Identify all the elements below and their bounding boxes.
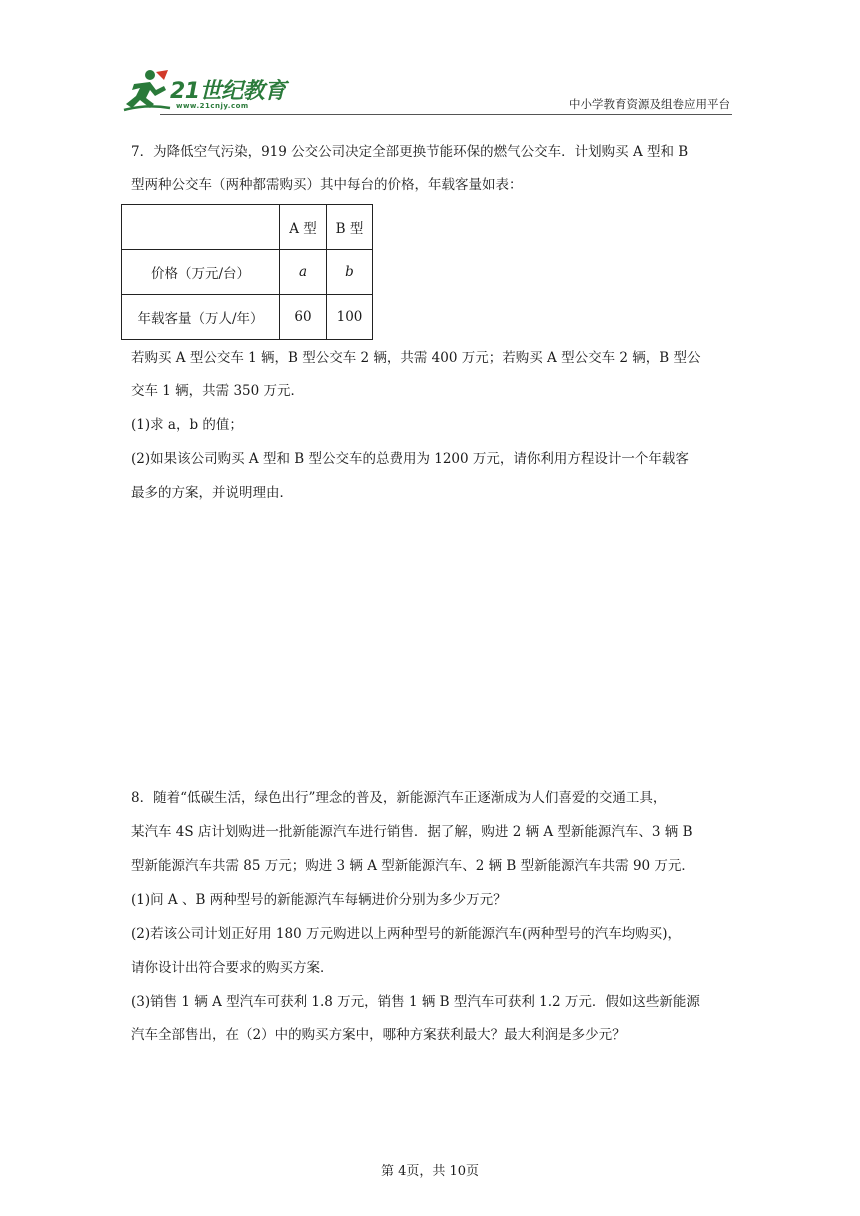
q7-part-1: (1)求 a，b 的值； [131,417,243,433]
q8-line-1: 8．随着“低碳生活，绿色出行”理念的普及，新能源汽车正逐渐成为人们喜爱的交通工具， [131,790,667,806]
page-footer: 第 4页，共 10页 [380,1164,480,1179]
table-cell: 100 [327,295,373,340]
q7-line-1: 7．为降低空气污染，919 公交公司决定全部更换节能环保的燃气公交车．计划购买 A 型和 B [131,144,689,160]
runner-logo-icon [120,68,172,114]
header-divider [160,114,732,115]
table-cell: 年载客量（万人/年） [122,295,280,340]
q7-part-2a: (2)如果该公司购买 A 型和 B 型公交车的总费用为 1200 万元，请你利用方程设计一个年载客 [131,451,689,467]
q7-table [121,204,373,340]
table-cell: a [280,250,327,295]
page-header [120,66,732,114]
q7-line-2: 型两种公交车（两种都需购买）其中每台的价格，年载客量如表： [131,177,523,193]
q7-part-2b: 最多的方案，并说明理由． [131,485,293,501]
table-header-cell [122,205,280,250]
q8-line-3: 型新能源汽车共需 85 万元；购进 3 辆 A 型新能源汽车、2 辆 B 型新能源汽车共需 90 万元． [131,858,695,874]
table-row [122,295,373,340]
table-cell: 价格（万元/台） [122,250,280,295]
q7-line-4: 交车 1 辆，共需 350 万元． [131,383,305,399]
logo-url: www.21cnjy.com [176,102,249,110]
table-header-cell: A 型 [280,205,327,250]
q8-part-2b: 请你设计出符合要求的购买方案． [131,960,334,976]
q8-part-1: (1)问 A 、B 两种型号的新能源汽车每辆进价分别为多少万元？ [131,892,507,908]
table-row [122,250,373,295]
q8-part-3a: (3)销售 1 辆 A 型汽车可获利 1.8 万元，销售 1 辆 B 型汽车可获利 1.2 万元．假如这些新能源 [131,994,700,1010]
q7-line-3: 若购买 A 型公交车 1 辆，B 型公交车 2 辆，共需 400 万元；若购买 A 型公交车 2 辆，B 型公 [131,350,701,366]
table-header-cell: B 型 [327,205,373,250]
q8-part-3b: 汽车全部售出，在（2）中的购买方案中，哪种方案获利最大？最大利润是多少元？ [131,1027,626,1043]
table-cell: 60 [280,295,327,340]
q8-line-2: 某汽车 4S 店计划购进一批新能源汽车进行销售．据了解，购进 2 辆 A 型新能源汽车、3 辆 B [131,824,693,840]
platform-name: 中小学教育资源及组卷应用平台 [569,97,730,111]
table-cell: b [327,250,373,295]
table-row [122,205,373,250]
logo-text: 21世纪教育 [170,79,286,104]
logo [120,66,300,114]
q8-part-2a: (2)若该公司计划正好用 180 万元购进以上两种型号的新能源汽车(两种型号的汽车均购买)， [131,926,682,942]
